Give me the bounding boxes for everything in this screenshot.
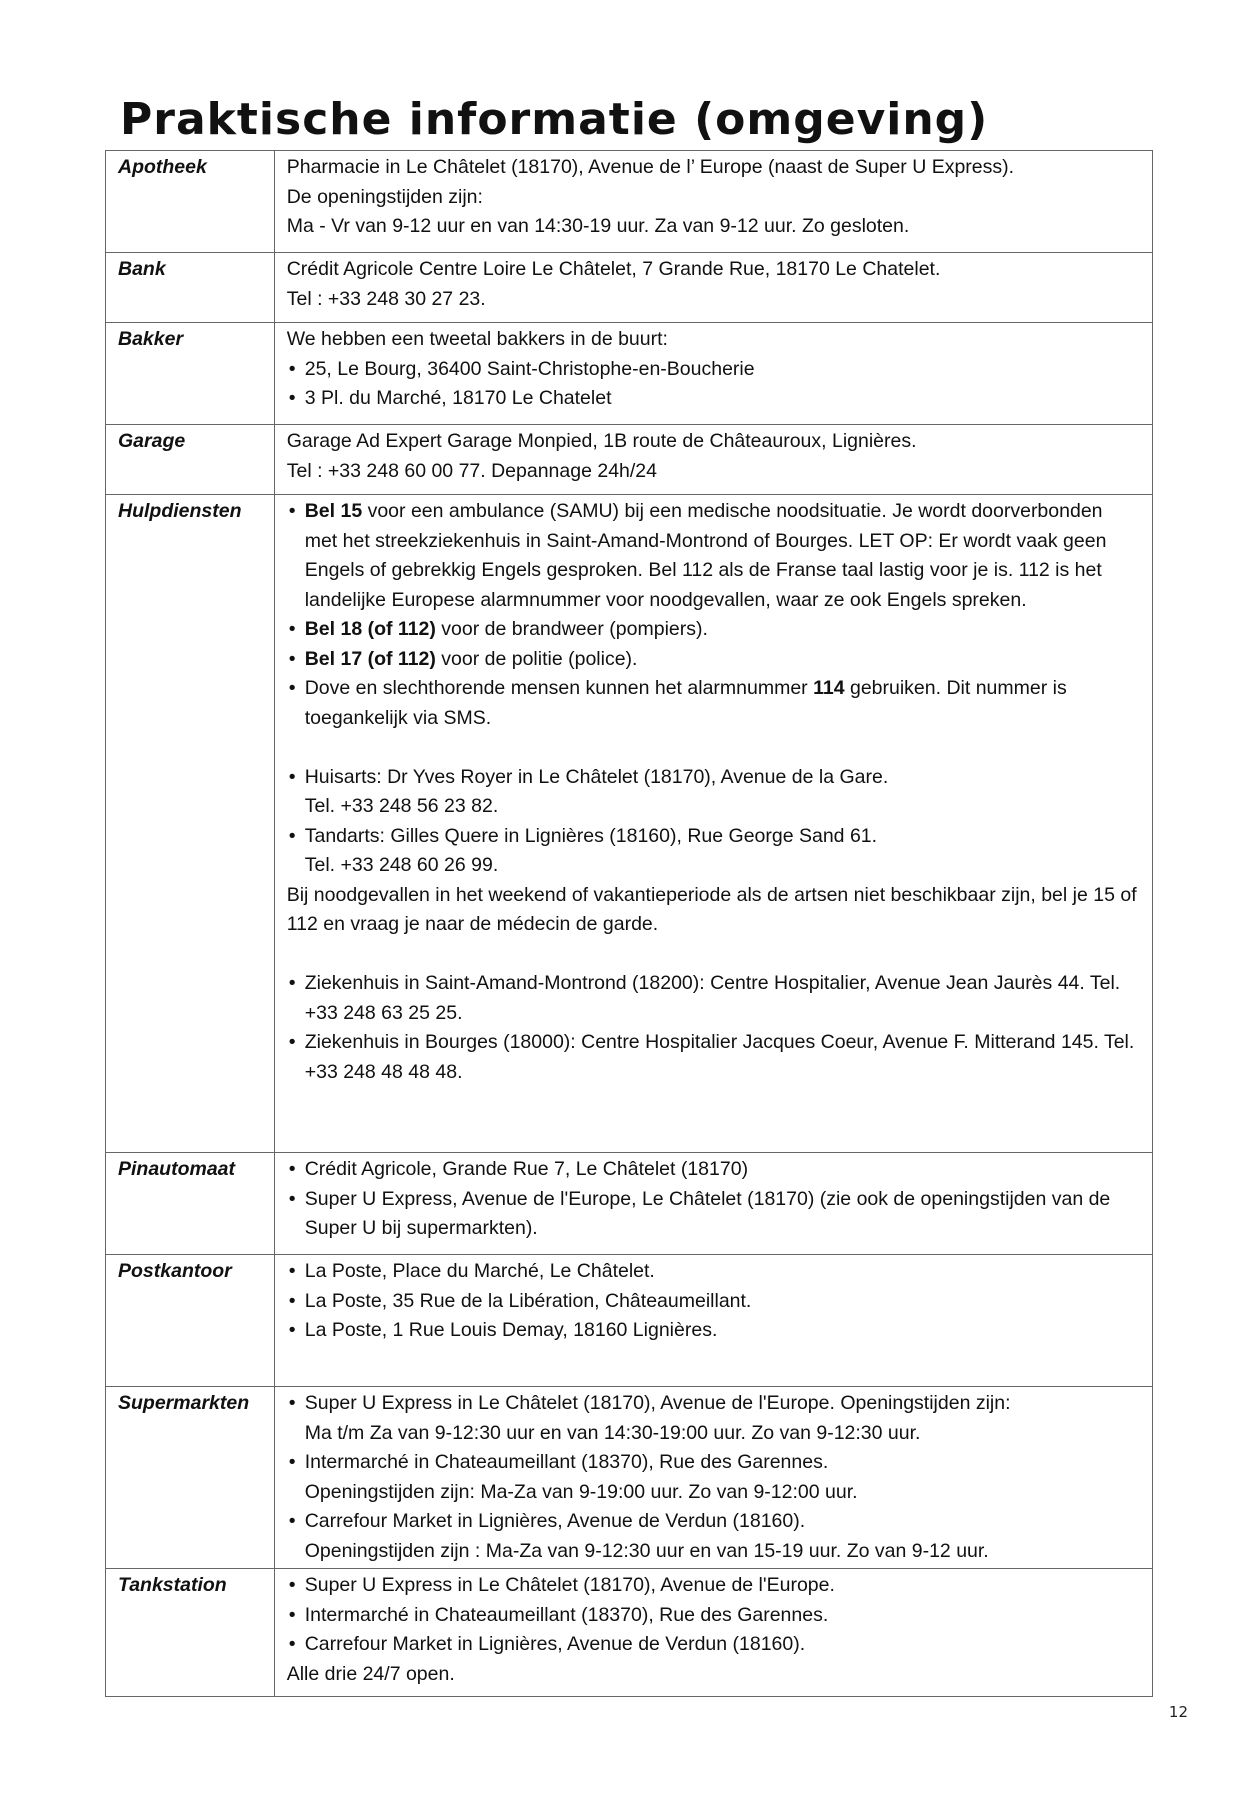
row-label-hulpdiensten: [106, 495, 275, 1153]
list-item: [287, 1448, 1140, 1507]
list-item: • Carrefour Market in Lignières, Avenue de Verdun (18160).: [287, 1630, 1140, 1660]
store-hours: Ma t/m Za van 9-12:30 uur en van 14:30-19:00 uur. Zo van 9-12:30 uur.: [304, 1421, 921, 1444]
row-label-text: Pinautomaat: [118, 1158, 236, 1180]
fuel-footer: Alle drie 24/7 open.: [286, 1662, 455, 1685]
content-line: Pharmacie in Le Châtelet (18170), Avenue de l’ Europe (naast de Super U Express).: [286, 156, 1015, 178]
doctor-phone: Tel. +33 248 56 23 82.: [304, 795, 499, 817]
list-item: [287, 763, 1140, 822]
row-content-garage: [274, 425, 1152, 495]
list-item: [287, 1389, 1140, 1448]
list-item: • La Poste, 35 Rue de la Libération, Châteaumeillant.: [287, 1287, 1140, 1317]
row-label-pinautomaat: [106, 1153, 275, 1255]
emergency-text: voor de brandweer (pompiers).: [435, 618, 708, 640]
row-label-bank: [106, 253, 275, 323]
info-table: [105, 150, 1153, 1697]
row-content-bank: [274, 253, 1152, 323]
row-label-postkantoor: [106, 1255, 275, 1387]
list-item: • 3 Pl. du Marché, 18170 Le Chatelet: [287, 384, 1140, 414]
row-label-apotheek: [106, 151, 275, 253]
row-label-text: Tankstation: [118, 1574, 227, 1596]
list-item: [287, 645, 1140, 675]
row-label-text: Bank: [118, 258, 166, 280]
table-row: [106, 1569, 1153, 1697]
list-item: [287, 822, 1140, 881]
content-line: Garage Ad Expert Garage Monpied, 1B route de Châteauroux, Lignières.: [286, 430, 917, 452]
list-item: • Intermarché in Chateaumeillant (18370), Rue des Garennes.: [287, 1601, 1140, 1631]
row-label-text: Postkantoor: [118, 1260, 232, 1282]
list-item: • Crédit Agricole, Grande Rue 7, Le Châtelet (18170): [287, 1155, 1140, 1185]
table-row: [106, 323, 1153, 425]
row-content-apotheek: [274, 151, 1152, 253]
row-content-pinautomaat: [274, 1153, 1152, 1255]
dentist-text: • Tandarts: Gilles Quere in Lignières (18160), Rue George Sand 61.: [304, 824, 878, 847]
content-line: We hebben een tweetal bakkers in de buurt:: [286, 328, 668, 350]
row-label-bakker: [106, 323, 275, 425]
row-content-bakker: [274, 323, 1152, 425]
content-line: Tel : +33 248 30 27 23.: [286, 287, 486, 310]
row-label-supermarkten: [106, 1387, 275, 1569]
list-item: [287, 1507, 1140, 1566]
list-item: [287, 497, 1140, 615]
table-row: [106, 1153, 1153, 1255]
table-row: [106, 1387, 1153, 1569]
supermarket-list: [287, 1389, 1140, 1566]
dentist-phone: Tel. +33 248 60 26 99.: [304, 854, 499, 876]
row-label-tankstation: [106, 1569, 275, 1697]
row-content-hulpdiensten: [274, 495, 1152, 1153]
row-label-text: Supermarkten: [118, 1392, 250, 1414]
row-content-tankstation: [274, 1569, 1152, 1697]
emergency-text: Dove en slechthorende mensen kunnen het alarmnummer: [304, 677, 814, 699]
row-label-garage: [106, 425, 275, 495]
row-label-text: Apotheek: [118, 156, 207, 178]
row-content-postkantoor: [274, 1255, 1152, 1387]
post-list: [287, 1257, 1140, 1346]
table-row: [106, 425, 1153, 495]
doctor-list: [287, 763, 1140, 881]
list-item: • La Poste, Place du Marché, Le Châtelet.: [287, 1257, 1140, 1287]
emergency-text: voor de politie (police).: [435, 647, 638, 670]
fuel-list: [287, 1571, 1140, 1660]
emergency-text: gebruiken. Dit nummer is toegankelijk via SMS.: [304, 677, 1067, 729]
content-line: Tel : +33 248 60 00 77. Depannage 24h/24: [286, 459, 657, 482]
atm-list: [287, 1155, 1140, 1244]
spacer: [287, 940, 1140, 970]
list-item: • 25, Le Bourg, 36400 Saint-Christophe-en-Boucherie: [287, 355, 1140, 385]
table-row: [106, 1255, 1153, 1387]
hospital-list: [287, 969, 1140, 1087]
store-name: • Carrefour Market in Lignières, Avenue de Verdun (18160).: [304, 1510, 806, 1532]
store-name: • Intermarché in Chateaumeillant (18370), Rue des Garennes.: [304, 1451, 829, 1473]
store-name: • Super U Express in Le Châtelet (18170), Avenue de l'Europe. Openingstijden zijn:: [304, 1392, 1011, 1414]
content-line: De openingstijden zijn:: [286, 185, 483, 208]
emergency-number: 114: [813, 677, 845, 699]
weekend-note: Bij noodgevallen in het weekend of vakantieperiode als de artsen niet beschikbaar zijn, bel je 15 of 112 en vraag je naar de médecin de garde.: [286, 883, 1137, 935]
row-label-text: Bakker: [118, 328, 184, 350]
row-label-text: Garage: [118, 430, 186, 452]
doctor-text: • Huisarts: Dr Yves Royer in Le Châtelet (18170), Avenue de la Gare.: [304, 765, 889, 788]
table-row: [106, 151, 1153, 253]
table-row: [106, 253, 1153, 323]
emergency-number: Bel 18 (of 112): [304, 618, 436, 640]
list-item: [287, 615, 1140, 645]
content-line: Crédit Agricole Centre Loire Le Châtelet, 7 Grande Rue, 18170 Le Chatelet.: [286, 258, 941, 280]
page-number: 12: [1168, 1703, 1188, 1721]
list-item: • Ziekenhuis in Saint-Amand-Montrond (18200): Centre Hospitalier, Avenue Jean Jaurès 44. Tel. +33 248 63 25 25.: [287, 969, 1140, 1028]
table-row: [106, 495, 1153, 1153]
spacer: [287, 733, 1140, 763]
page-title: Praktische informatie (omgeving): [120, 94, 989, 145]
list-item: • La Poste, 1 Rue Louis Demay, 18160 Lignières.: [287, 1316, 1140, 1346]
row-label-text: Hulpdiensten: [118, 500, 242, 522]
emergency-text: voor een ambulance (SAMU) bij een medische noodsituatie. Je wordt doorverbonden met het streekziekenhuis in Saint-Amand-Montrond of Bourges. LET OP: Er wordt vaak geen Engels of gebrekkig Engels gesproken. Bel 112 als de Franse taal lastig voor je is. 112 is het landelijke Europese alarmnummer voor noodgevallen, waar ze ook Engels spreken.: [304, 500, 1107, 611]
store-hours: Openingstijden zijn : Ma-Za van 9-12:30 uur en van 15-19 uur. Zo van 9-12 uur.: [304, 1539, 989, 1562]
emergency-number: Bel 15: [304, 500, 363, 522]
list-item: • Ziekenhuis in Bourges (18000): Centre Hospitalier Jacques Coeur, Avenue F. Mitterand 145. Tel. +33 248 48 48 48.: [287, 1028, 1140, 1087]
list-item: [287, 674, 1140, 733]
content-line: Ma - Vr van 9-12 uur en van 14:30-19 uur. Za van 9-12 uur. Zo gesloten.: [286, 215, 910, 237]
list-item: • Super U Express, Avenue de l'Europe, Le Châtelet (18170) (zie ook de openingstijden van de Super U bij supermarkten).: [287, 1185, 1140, 1244]
row-content-supermarkten: [274, 1387, 1152, 1569]
list-item: • Super U Express in Le Châtelet (18170), Avenue de l'Europe.: [287, 1571, 1140, 1601]
emergency-list: [287, 497, 1140, 733]
emergency-number: Bel 17 (of 112): [304, 647, 436, 670]
store-hours: Openingstijden zijn: Ma-Za van 9-19:00 uur. Zo van 9-12:00 uur.: [304, 1480, 858, 1503]
bakker-list: [287, 355, 1140, 414]
